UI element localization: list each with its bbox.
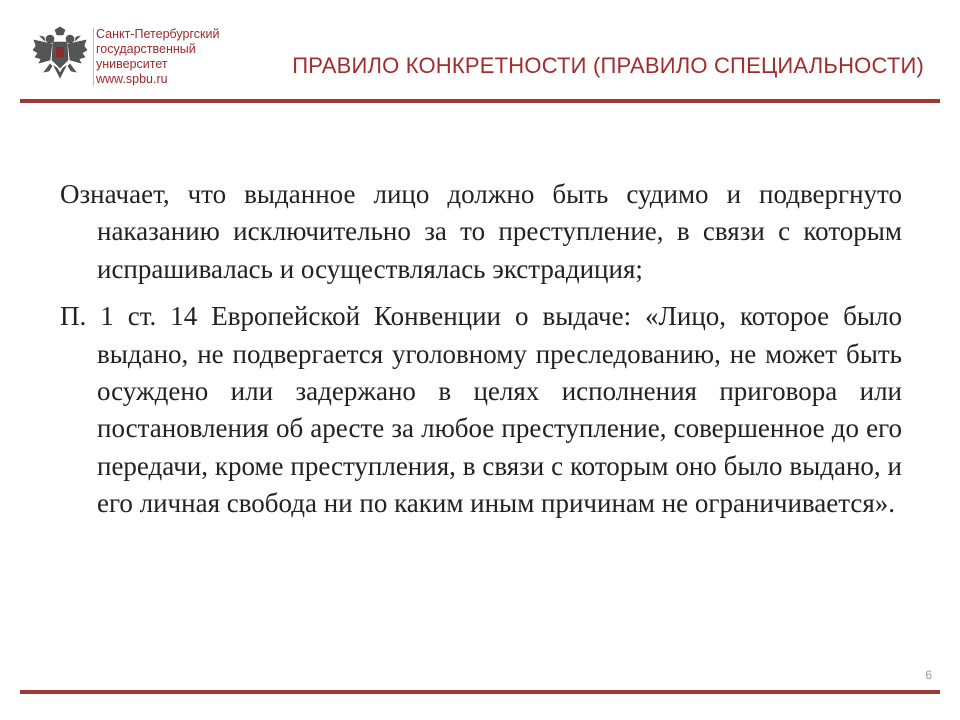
university-name	[96, 27, 219, 87]
body-paragraph: П. 1 ст. 14 Европейской Конвенции о выдаче: «Лицо, которое было выдано, не подвергается уголовному преследованию, не может быть осуждено или задержано в целях исполнения приговора или постановления об аресте за любое преступление, совершенное до его передачи, кроме преступления, в связи с которым оно было выдано, и его личная свобода ни по каким иным причинам не ограничивается».	[60, 301, 902, 519]
university-website: www.spbu.ru	[96, 72, 168, 86]
university-line: Санкт-Петербургский	[96, 27, 220, 41]
footer-divider	[20, 690, 940, 694]
page-number: 6	[925, 668, 932, 682]
header-divider	[20, 99, 940, 103]
university-line: государственный	[96, 42, 196, 56]
body-paragraph: Означает, что выданное лицо должно быть судимо и подвергнуто наказанию исключительно за то преступление, в связи с которым испрашивалась и осуществлялась экстрадиция;	[60, 179, 902, 284]
university-emblem-icon	[30, 26, 90, 88]
logo-divider	[93, 28, 94, 86]
university-line: университет	[96, 57, 168, 71]
slide-body	[60, 176, 902, 533]
slide-title: ПРАВИЛО КОНКРЕТНОСТИ (ПРАВИЛО СПЕЦИАЛЬНОСТИ)	[292, 53, 924, 78]
